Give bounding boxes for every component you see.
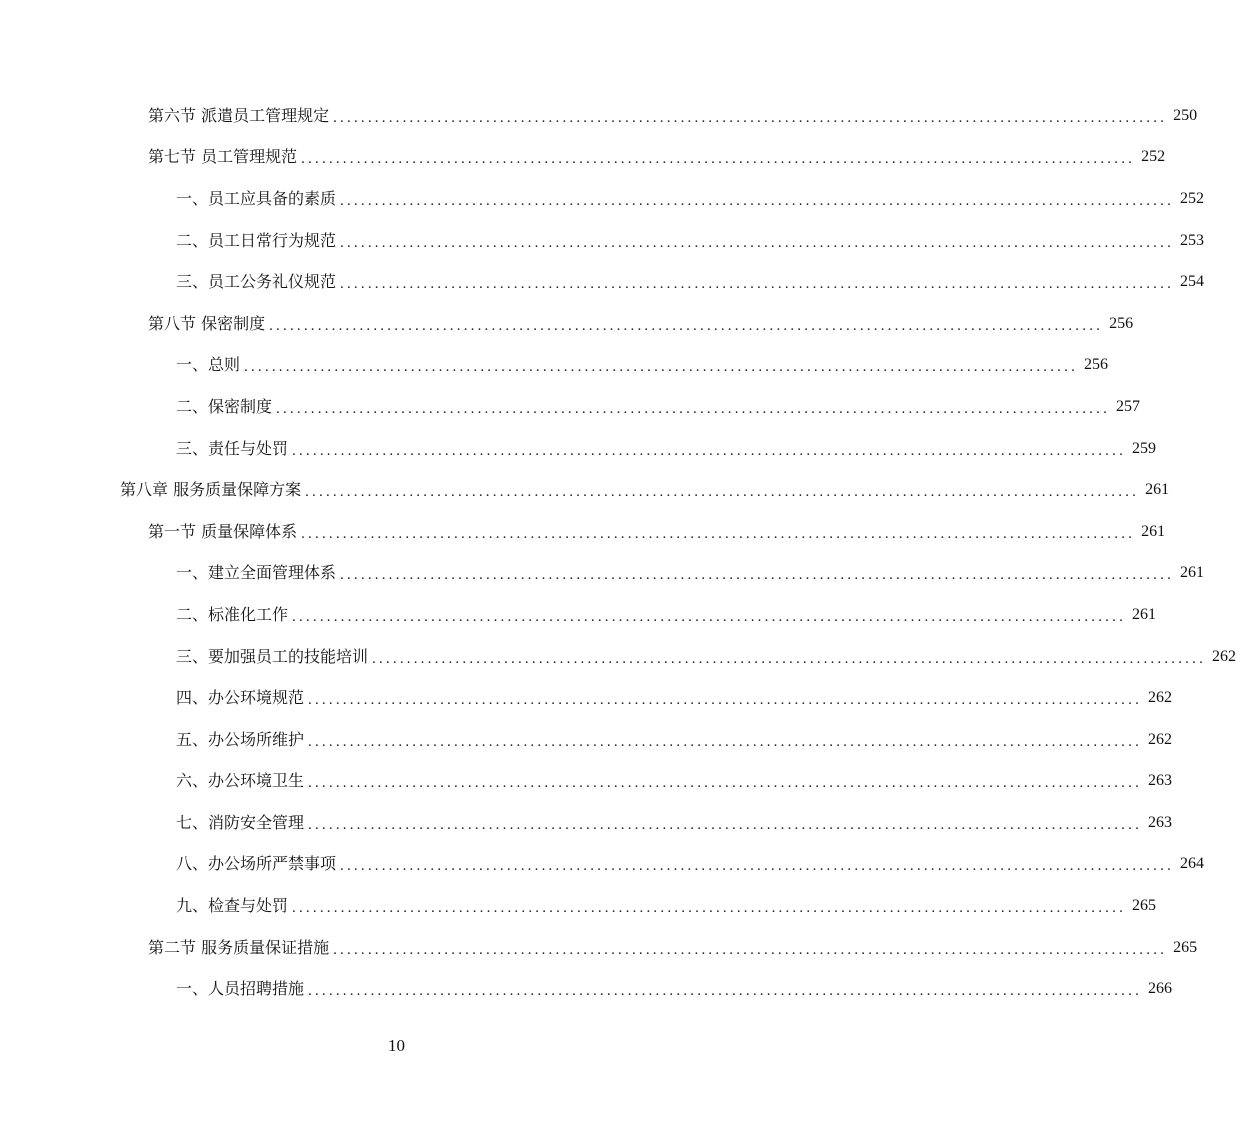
toc-dot-leader: ........................................................................................................................ [269, 317, 1104, 334]
toc-entry[interactable] [0, 95, 1198, 137]
toc-entry-label: 第七节 员工管理规范 [148, 147, 301, 167]
toc-entry[interactable] [0, 428, 1157, 470]
toc-entry[interactable] [0, 137, 1166, 179]
toc-dot-leader: ........................................................................................................................ [308, 983, 1143, 1000]
toc-entry-page: 256 [1084, 356, 1109, 374]
toc-entry-label: 一、总则 [176, 355, 244, 375]
toc-entry-page: 265 [1132, 897, 1157, 915]
toc-dot-leader: ........................................................................................................................ [333, 941, 1168, 958]
toc-dot-leader: ........................................................................................................................ [292, 900, 1127, 917]
toc-entry-label: 第二节 服务质量保证措施 [148, 938, 333, 958]
toc-entry[interactable] [0, 178, 1205, 220]
toc-entry-label: 六、办公环境卫生 [176, 771, 308, 791]
toc-entry[interactable] [0, 386, 1141, 428]
toc-entry-label: 八、办公场所严禁事项 [176, 854, 340, 874]
toc-dot-leader: ........................................................................................................................ [340, 567, 1175, 584]
toc-dot-leader: ........................................................................................................................ [244, 359, 1079, 376]
page-number: 10 [388, 1036, 405, 1055]
table-of-contents [0, 95, 1236, 1010]
toc-entry-page: 250 [1173, 106, 1198, 124]
toc-entry-page: 256 [1109, 314, 1134, 332]
toc-entry-label: 三、责任与处罚 [176, 439, 292, 459]
toc-dot-leader: ........................................................................................................................ [308, 692, 1143, 709]
toc-entry-page: 262 [1148, 689, 1173, 707]
toc-entry-page: 266 [1148, 980, 1173, 998]
toc-entry[interactable] [0, 927, 1198, 969]
toc-entry-label: 三、要加强员工的技能培训 [176, 647, 372, 667]
toc-dot-leader: ........................................................................................................................ [333, 109, 1168, 126]
toc-entry-page: 259 [1132, 439, 1157, 457]
toc-entry-label: 七、消防安全管理 [176, 813, 308, 833]
toc-entry-page: 261 [1132, 605, 1157, 623]
toc-entry[interactable] [0, 553, 1205, 595]
toc-entry[interactable] [0, 345, 1109, 387]
toc-entry-label: 一、人员招聘措施 [176, 979, 308, 999]
toc-entry-label: 第一节 质量保障体系 [148, 522, 301, 542]
toc-entry[interactable] [0, 511, 1166, 553]
toc-dot-leader: ........................................................................................................................ [301, 525, 1136, 542]
toc-entry-label: 三、员工公务礼仪规范 [176, 272, 340, 292]
toc-entry[interactable] [0, 677, 1173, 719]
toc-entry-label: 第六节 派遣员工管理规定 [148, 106, 333, 126]
toc-entry-page: 254 [1180, 273, 1205, 291]
toc-entry[interactable] [0, 594, 1157, 636]
toc-dot-leader: ........................................................................................................................ [372, 650, 1207, 667]
toc-entry[interactable] [0, 469, 1170, 511]
toc-dot-leader: ........................................................................................................................ [308, 733, 1143, 750]
toc-dot-leader: ........................................................................................................................ [308, 816, 1143, 833]
toc-entry-label: 四、办公环境规范 [176, 688, 308, 708]
toc-entry[interactable] [0, 220, 1205, 262]
toc-entry[interactable] [0, 719, 1173, 761]
toc-dot-leader: ........................................................................................................................ [340, 234, 1175, 251]
toc-entry[interactable] [0, 261, 1205, 303]
toc-entry-page: 263 [1148, 813, 1173, 831]
toc-entry-label: 二、员工日常行为规范 [176, 231, 340, 251]
toc-entry[interactable] [0, 844, 1205, 886]
toc-entry[interactable] [0, 968, 1173, 1010]
toc-entry-page: 262 [1212, 647, 1236, 665]
toc-entry-page: 261 [1141, 522, 1166, 540]
toc-entry[interactable] [0, 802, 1173, 844]
toc-dot-leader: ........................................................................................................................ [292, 442, 1127, 459]
toc-dot-leader: ........................................................................................................................ [308, 775, 1143, 792]
toc-entry-page: 252 [1141, 148, 1166, 166]
toc-entry-page: 261 [1145, 481, 1170, 499]
toc-dot-leader: ........................................................................................................................ [276, 400, 1111, 417]
toc-entry-label: 第八节 保密制度 [148, 314, 269, 334]
toc-entry[interactable] [0, 885, 1157, 927]
toc-entry-page: 257 [1116, 397, 1141, 415]
toc-entry[interactable] [0, 303, 1134, 345]
toc-dot-leader: ........................................................................................................................ [340, 192, 1175, 209]
toc-entry-label: 第八章 服务质量保障方案 [120, 480, 305, 500]
toc-entry-page: 253 [1180, 231, 1205, 249]
toc-entry-label: 九、检查与处罚 [176, 896, 292, 916]
toc-entry-page: 262 [1148, 730, 1173, 748]
toc-entry-label: 一、建立全面管理体系 [176, 563, 340, 583]
toc-dot-leader: ........................................................................................................................ [340, 276, 1175, 293]
toc-entry-page: 265 [1173, 938, 1198, 956]
toc-entry-label: 一、员工应具备的素质 [176, 189, 340, 209]
toc-dot-leader: ........................................................................................................................ [305, 484, 1140, 501]
toc-entry-label: 五、办公场所维护 [176, 730, 308, 750]
toc-dot-leader: ........................................................................................................................ [292, 608, 1127, 625]
toc-entry-page: 261 [1180, 564, 1205, 582]
toc-entry-label: 二、标准化工作 [176, 605, 292, 625]
toc-entry[interactable] [0, 636, 1236, 678]
toc-dot-leader: ........................................................................................................................ [340, 858, 1175, 875]
toc-entry-page: 264 [1180, 855, 1205, 873]
toc-entry[interactable] [0, 761, 1173, 803]
toc-entry-page: 263 [1148, 772, 1173, 790]
toc-dot-leader: ........................................................................................................................ [301, 151, 1136, 168]
toc-entry-page: 252 [1180, 189, 1205, 207]
toc-entry-label: 二、保密制度 [176, 397, 276, 417]
